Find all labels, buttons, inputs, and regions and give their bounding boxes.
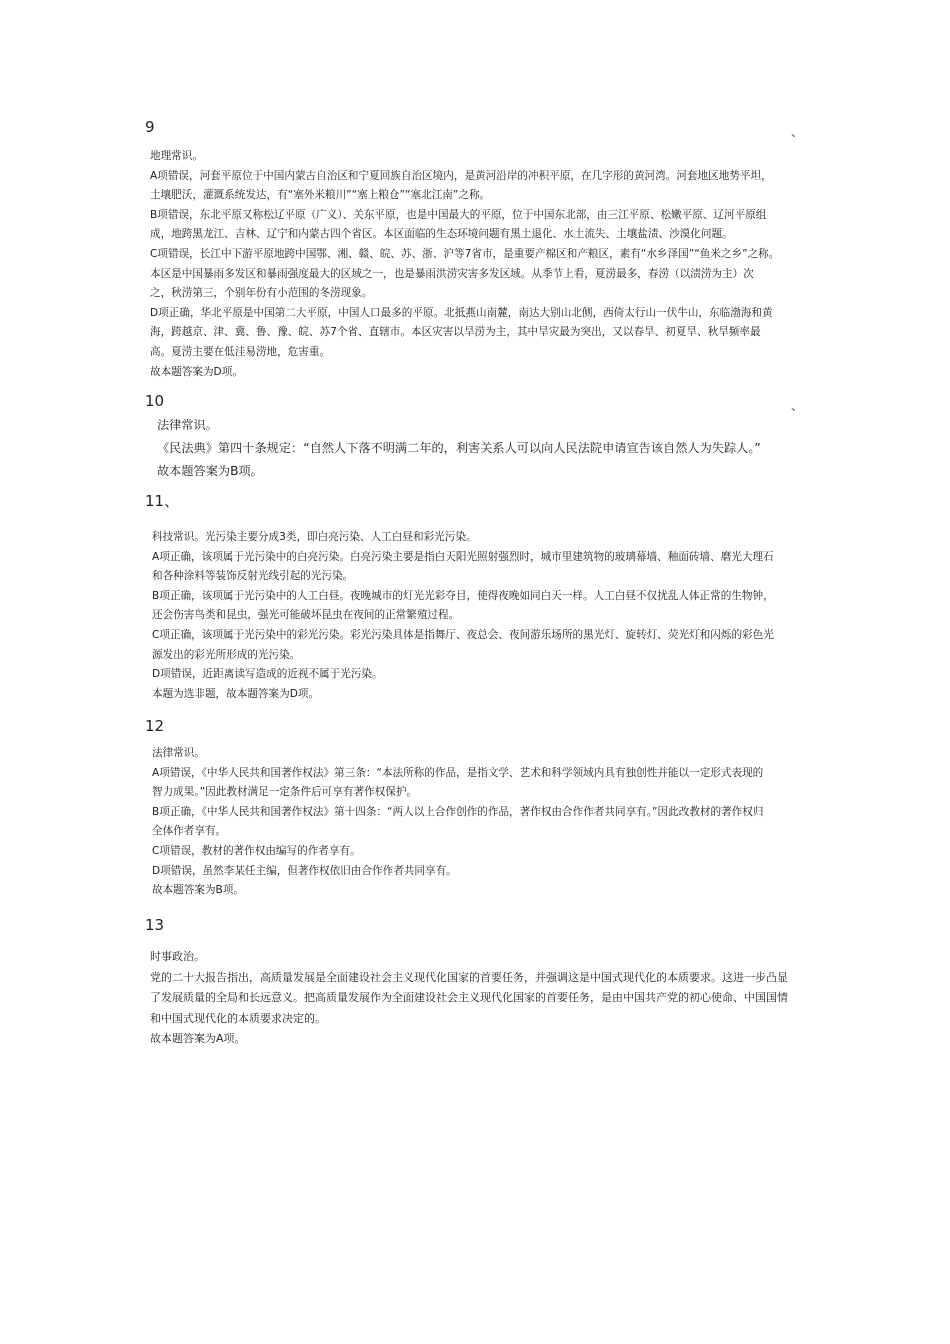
text-line: C项正确，该项属于光污染中的彩光污染。彩光污染具体是指舞厅、夜总会、夜间游乐场所的黑光灯、旋转灯、荧光灯和闪烁的彩色光 [152,628,774,641]
text-line: 土壤肥沃，灌溉系统发达，有“塞外米粮川”“塞上粮仓”“塞北江南”之称。 [150,189,491,202]
question-mark-9: 、 [791,125,804,139]
text-line: D项错误，近距离读写造成的近视不属于光污染。 [152,668,383,681]
text-line: 和各种涂料等装饰反射光线引起的光污染。 [152,570,354,583]
question-number-12: 12 [145,717,165,735]
text-line: 科技常识。光污染主要分成3类，即白亮污染、人工白昼和彩光污染。 [152,531,477,543]
text-line: C项错误，教材的著作权由编写的作者享有。 [152,844,361,857]
text-line: 和中国式现代化的本质要求决定的。 [150,1011,326,1025]
answer-block-11 [152,528,774,704]
text-line: B项错误，东北平原又称松辽平原（广义）、关东平原，也是中国最大的平原，位于中国东北部，由三江平原、松嫩平原、辽河平原组 [150,208,767,221]
text-line: 智力成果。”因此教材满足一定条件后可享有著作权保护。 [152,786,418,799]
question-number-11: 11、 [145,492,180,510]
text-line: D项正确，华北平原是中国第二大平原，中国人口最多的平原。北抵燕山南麓，南达大别山北侧，西倚太行山一伏牛山，东临渤海和黄 [150,306,773,319]
text-line: 之，秋涝第三，个别年份有小范围的冬涝现象。 [150,287,373,300]
text-line: 法律常识。 [152,747,205,759]
text-line: 了发展质量的全局和长远意义。把高质量发展作为全面建设社会主义现代化国家的首要任务，是由中国共产党的初心使命、中国国情 [150,991,788,1004]
text-line: 故本题答案为A项。 [150,1032,246,1045]
answer-block-13 [150,947,788,1050]
answer-block-10 [157,414,761,483]
text-line: 党的二十大报告指出，高质量发展是全面建设社会主义现代化国家的首要任务，并强调这是中国式现代化的本质要求。这进一步凸显 [150,970,788,984]
text-line: 全体作者享有。 [152,825,227,838]
text-line: 时事政治。 [150,950,205,963]
text-line: B项正确，该项属于光污染中的人工白昼。夜晚城市的灯光光彩夺目，使得夜晚如同白天一样。人工白昼不仅扰乱人体正常的生物钟， [152,589,774,602]
text-line: B项正确，《中华人民共和国著作权法》第十四条：“两人以上合作创作的作品，著作权由合作作者共同享有。”因此改教材的著作权归 [152,805,764,818]
question-number-13: 13 [145,916,165,934]
text-line: 故本题答案为B项。 [152,884,245,897]
text-line: A项正确，该项属于光污染中的白亮污染。白亮污染主要是指白天阳光照射强烈时，城市里建筑物的玻璃幕墙、釉面砖墙、磨光大理石 [152,550,774,563]
question-number-10: 10 [145,392,165,410]
text-line: 高。夏涝主要在低洼易涝地，危害重。 [150,345,331,358]
text-line: 故本题答案为B项。 [157,464,263,478]
text-line: 故本题答案为D项。 [150,365,243,378]
question-mark-10: 、 [791,399,804,413]
text-line: A项错误，《中华人民共和国著作权法》第三条：“本法所称的作品，是指文学、艺术和科学领域内具有独创性并能以一定形式表现的 [152,766,764,779]
answer-block-12 [152,744,763,901]
text-line: 源发出的彩光所形成的光污染。 [152,648,301,661]
text-line: A项错误，河套平原位于中国内蒙古自治区和宁夏回族自治区境内，是黄河沿岸的冲积平原，在几字形的黄河湾。河套地区地势平坦， [150,169,772,182]
text-line: 还会伤害鸟类和昆虫，强光可能破坏昆虫在夜间的正常繁殖过程。 [152,609,460,622]
text-line: C项错误，长江中下游平原地跨中国鄂、湘、赣、皖、苏、浙、沪等7省市，是重要产棉区和产粮区，素有“水乡泽国”“鱼米之乡”之称。 [150,247,780,260]
text-line: 《民法典》第四十条规定：“自然人下落不明满二年的，利害关系人可以向人民法院申请宣告该自然人为失踪人。” [157,441,761,455]
text-line: 海，跨越京、津、冀、鲁、豫、皖、苏7个省、直辖市。本区灾害以旱涝为主，其中旱灾最为突出，又以春旱、初夏旱、秋旱频率最 [150,326,761,339]
text-line: 地理常识。 [150,150,203,162]
text-line: 本区是中国暴雨多发区和暴雨强度最大的区域之一，也是暴雨洪涝灾害多发区域。从季节上看，夏涝最多，春涝（以渍涝为主）次 [150,267,754,280]
text-line: 本题为选非题，故本题答案为D项。 [152,687,320,700]
answer-block-9 [150,147,779,382]
text-line: 法律常识。 [157,418,218,432]
text-line: D项错误，虽然李某任主编，但著作权依旧由合作作者共同享有。 [152,864,457,877]
text-line: 成，地跨黑龙江、吉林、辽宁和内蒙古四个省区。本区面临的生态环境问题有黑土退化、水土流失、土壤盐渍、沙漠化问题。 [150,228,733,241]
question-number-9: 9 [145,118,155,136]
